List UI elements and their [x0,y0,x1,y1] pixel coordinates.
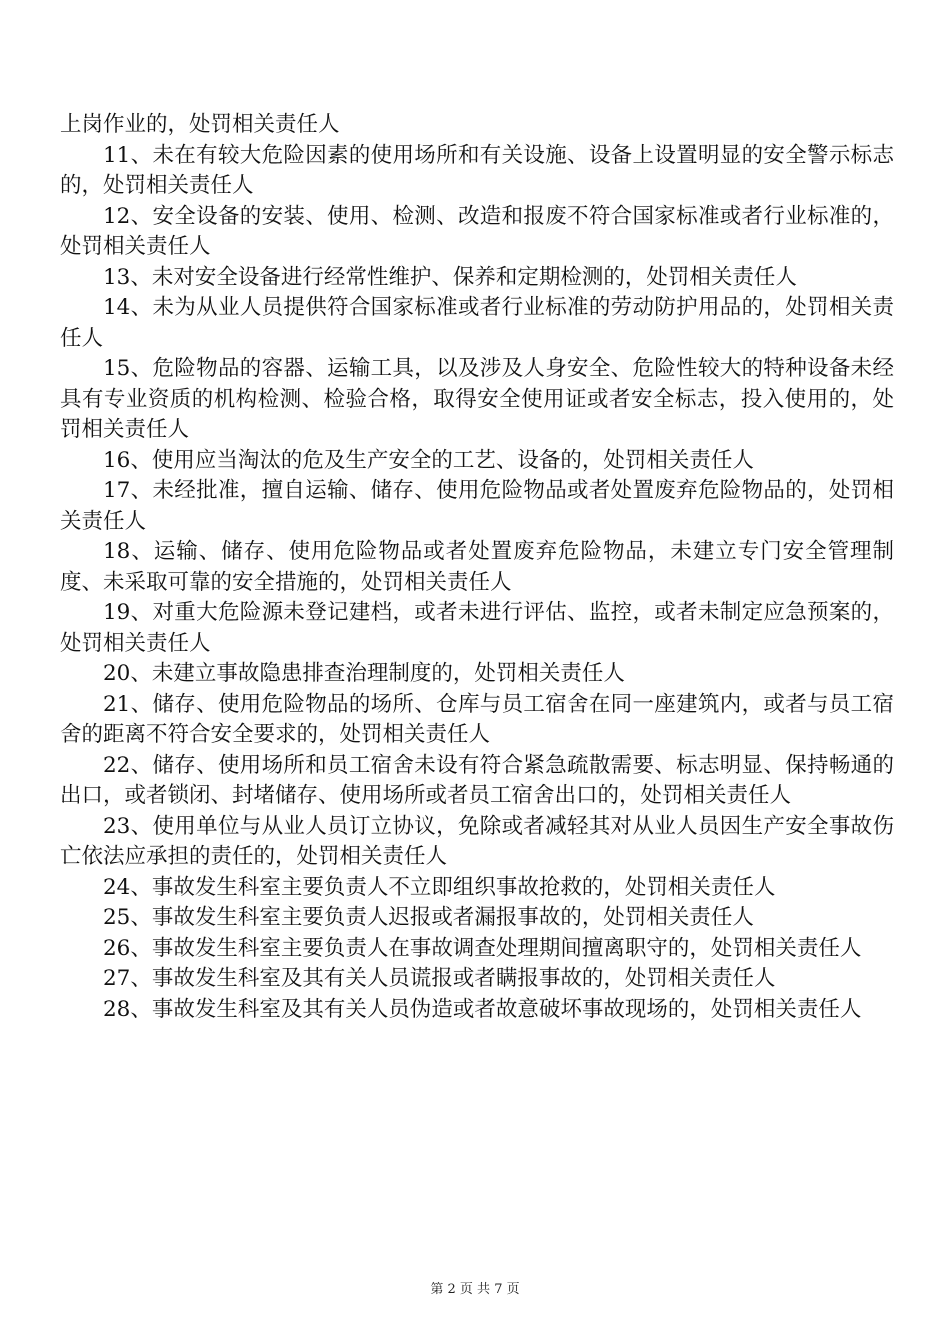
paragraph-item-27: 27、事故发生科室及其有关人员谎报或者瞒报事故的，处罚相关责任人 [103,966,776,991]
document-body [60,110,894,1025]
paragraph-item-17: 17、未经批准，擅自运输、储存、使用危险物品或者处置废弃危险物品的，处罚相关责任人 [60,478,894,534]
paragraph-item-20: 20、未建立事故隐患排查治理制度的，处罚相关责任人 [103,661,625,686]
paragraph-item-19: 19、对重大危险源未登记建档，或者未进行评估、监控，或者未制定应急预案的，处罚相关责任人 [60,600,894,656]
paragraph-item-14: 14、未为从业人员提供符合国家标准或者行业标准的劳动防护用品的，处罚相关责任人 [60,295,894,351]
paragraph-item-18: 18、运输、储存、使用危险物品或者处置废弃危险物品，未建立专门安全管理制度、未采取可靠的安全措施的，处罚相关责任人 [60,539,894,595]
paragraph-item-23: 23、使用单位与从业人员订立协议，免除或者减轻其对从业人员因生产安全事故伤亡依法应承担的责任的，处罚相关责任人 [60,813,894,869]
paragraph-item-13: 13、未对安全设备进行经常性维护、保养和定期检测的，处罚相关责任人 [103,264,797,290]
paragraph-item-16: 16、使用应当淘汰的危及生产安全的工艺、设备的，处罚相关责任人 [103,447,754,473]
paragraph-continuation: 上岗作业的，处罚相关责任人 [60,112,340,137]
paragraph-item-24: 24、事故发生科室主要负责人不立即组织事故抢救的，处罚相关责任人 [103,874,776,900]
paragraph-item-28: 28、事故发生科室及其有关人员伪造或者故意破坏事故现场的，处罚相关责任人 [103,996,862,1022]
paragraph-item-15: 15、危险物品的容器、运输工具，以及涉及人身安全、危险性较大的特种设备未经具有专业资质的机构检测、检验合格，取得安全使用证或者安全标志，投入使用的，处罚相关责任人 [60,356,894,442]
paragraph-item-11: 11、未在有较大危险因素的使用场所和有关设施、设备上设置明显的安全警示标志的，处罚相关责任人 [60,142,894,198]
page-number-footer: 第 2 页 共 7 页 [430,1282,520,1297]
paragraph-item-22: 22、储存、使用场所和员工宿舍未设有符合紧急疏散需要、标志明显、保持畅通的出口，或者锁闭、封堵储存、使用场所或者员工宿舍出口的，处罚相关责任人 [60,752,894,808]
paragraph-item-21: 21、储存、使用危险物品的场所、仓库与员工宿舍在同一座建筑内，或者与员工宿舍的距离不符合安全要求的，处罚相关责任人 [60,691,894,747]
paragraph-item-26: 26、事故发生科室主要负责人在事故调查处理期间擅离职守的，处罚相关责任人 [103,935,862,961]
paragraph-item-25: 25、事故发生科室主要负责人迟报或者漏报事故的，处罚相关责任人 [103,905,754,930]
paragraph-item-12: 12、安全设备的安装、使用、检测、改造和报废不符合国家标准或者行业标准的，处罚相关责任人 [60,203,894,259]
